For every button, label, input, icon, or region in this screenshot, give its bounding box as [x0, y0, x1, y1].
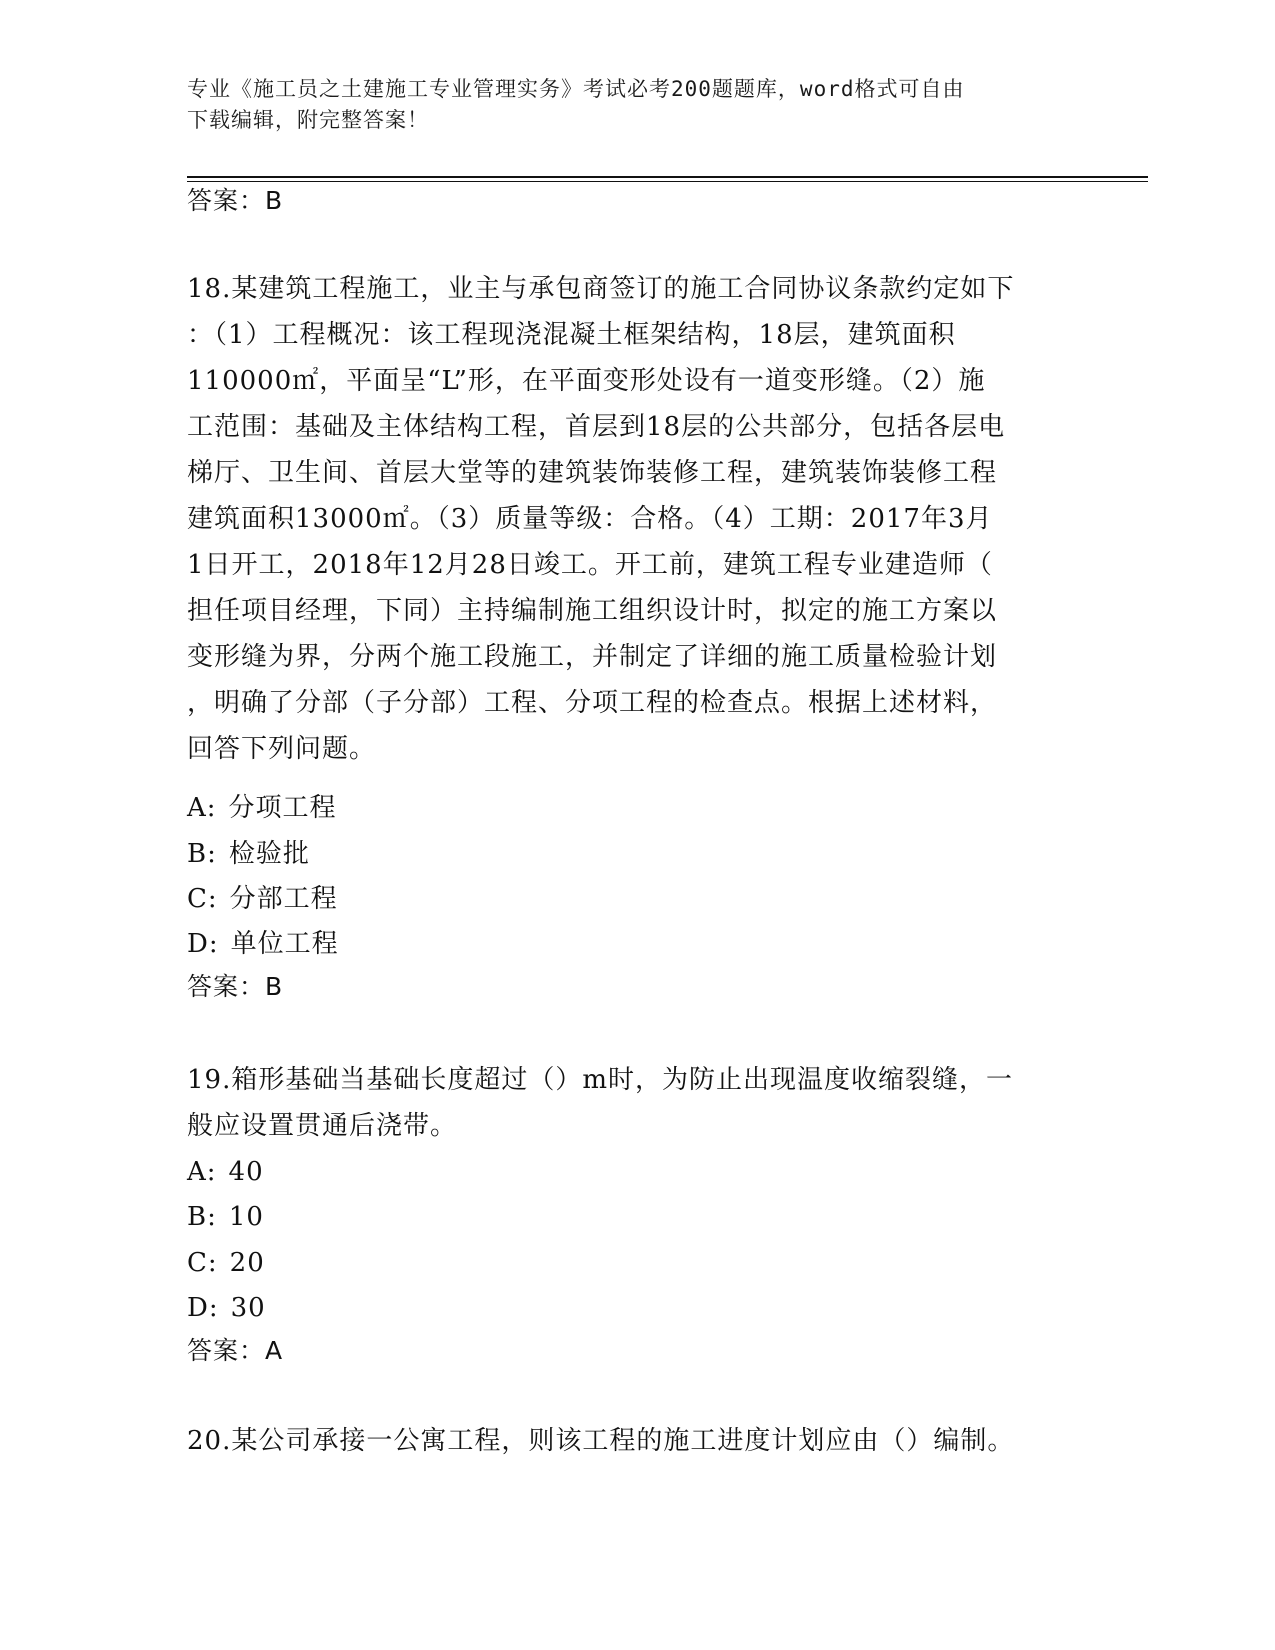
question-line: 110000㎡，平面呈“L”形，在平面变形处设有一道变形缝。（2）施 [187, 366, 986, 396]
option-text: 检验批 [228, 839, 310, 869]
question-20-text [187, 1418, 1087, 1464]
question-line: 19.箱形基础当基础长度超过（）m时，为防止出现温度收缩裂缝，一 [187, 1065, 1014, 1095]
question-line: 18.某建筑工程施工，业主与承包商签订的施工合同协议条款约定如下 [187, 274, 1015, 304]
option-d [187, 926, 339, 962]
option-a [187, 1154, 264, 1190]
option-key: C: [187, 884, 218, 914]
question-line: 20.某公司承接一公寓工程，则该工程的施工进度计划应由（）编制。 [187, 1426, 1015, 1456]
option-key: D: [187, 1293, 219, 1323]
option-text: 10 [228, 1202, 264, 1232]
option-b [187, 1199, 264, 1235]
option-text: 30 [230, 1293, 266, 1323]
option-text: 单位工程 [230, 929, 339, 959]
header-line: 下载编辑，附完整答案！ [187, 108, 429, 132]
question-line: 担任项目经理，下同）主持编制施工组织设计时，拟定的施工方案以 [187, 596, 998, 626]
document-header [187, 74, 1087, 136]
option-c [187, 881, 338, 917]
option-key: C: [187, 1248, 218, 1278]
option-d [187, 1290, 266, 1326]
question-line: 1日开工，2018年12月28日竣工。开工前，建筑工程专业建造师（ [187, 550, 993, 580]
option-c [187, 1245, 265, 1281]
question-line: 梯厅、卫生间、首层大堂等的建筑装饰装修工程，建筑装饰装修工程 [187, 458, 998, 488]
question-line: 回答下列问题。 [187, 734, 377, 764]
question-line: 变形缝为界，分两个施工段施工，并制定了详细的施工质量检验计划 [187, 642, 998, 672]
option-text: 40 [228, 1157, 264, 1187]
answer-label: 答案：A [187, 1336, 284, 1365]
question-line: 工范围：基础及主体结构工程，首层到18层的公共部分，包括各层电 [187, 412, 1006, 442]
question-18-text [187, 266, 1087, 772]
header-divider-thin [187, 181, 1148, 182]
question-line: ：（1）工程概况：该工程现浇混凝土框架结构，18层，建筑面积 [187, 320, 956, 350]
option-text: 分部工程 [229, 884, 338, 914]
header-line: 专业《施工员之土建施工专业管理实务》考试必考200题题库，word格式可自由 [187, 77, 965, 101]
option-key: B: [187, 839, 217, 869]
option-key: B: [187, 1202, 217, 1232]
option-b [187, 836, 310, 872]
question-19-text [187, 1057, 1087, 1149]
option-a [187, 790, 337, 826]
header-divider-thick [187, 176, 1148, 178]
question-line: 建筑面积13000㎡。（3）质量等级：合格。（4）工期：2017年3月 [187, 504, 993, 534]
option-key: A: [187, 793, 217, 823]
question-line: 般应设置贯通后浇带。 [187, 1111, 458, 1141]
option-key: A: [187, 1157, 217, 1187]
question-line: ，明确了分部（子分部）工程、分项工程的检查点。根据上述材料， [187, 688, 998, 718]
option-text: 20 [229, 1248, 265, 1278]
answer-label: 答案：B [187, 972, 284, 1001]
option-text: 分项工程 [228, 793, 337, 823]
option-key: D: [187, 929, 219, 959]
answer-label: 答案：B [187, 186, 284, 215]
